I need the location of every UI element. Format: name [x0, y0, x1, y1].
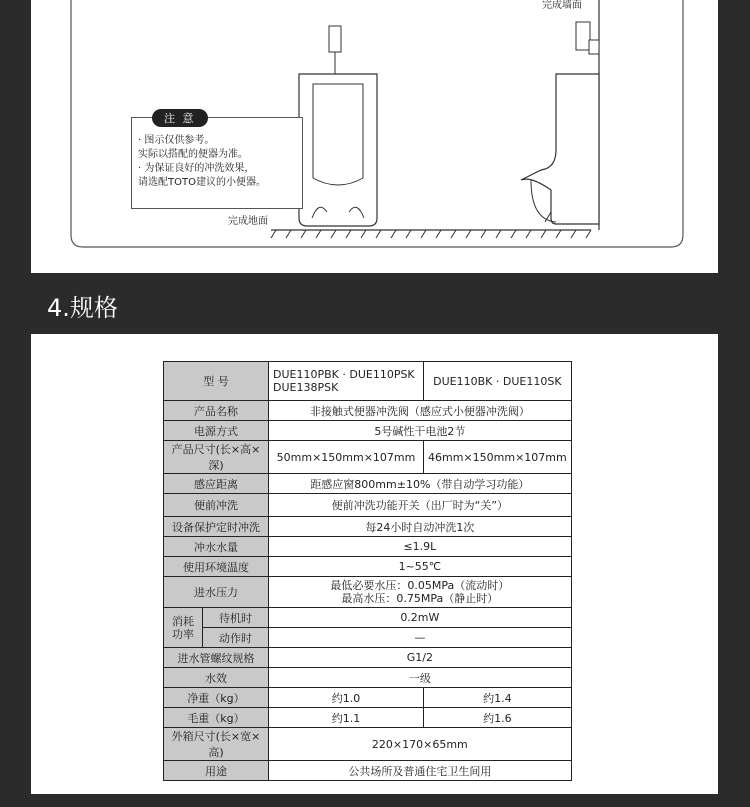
table-row: 电源方式 5号碱性干电池2节	[164, 421, 572, 441]
spec-panel	[31, 334, 718, 794]
table-row: 产品尺寸(长×高×深) 50mm×150mm×107mm 46mm×150mm×107mm	[164, 441, 572, 474]
table-row: 产品名称 非接触式便器冲洗阀（感应式小便器冲洗阀）	[164, 401, 572, 421]
header-model-label: 型 号	[164, 362, 269, 401]
section-title: 4.规格	[47, 294, 118, 322]
table-row: 进水管螺纹规格 G1/2	[164, 648, 572, 668]
power-group-label: 消耗 功率	[164, 608, 203, 648]
table-row: 外箱尺寸(长×宽×高) 220×170×65mm	[164, 728, 572, 761]
water-pressure-value: 最低必要水压：0.05MPa（流动时） 最高水压：0.75MPa（静止时）	[269, 577, 572, 608]
table-row: 净重（kg） 约1.0 约1.4	[164, 688, 572, 708]
table-row: 用途 公共场所及普通住宅卫生间用	[164, 761, 572, 781]
caution-title: 注 意	[152, 109, 208, 127]
installation-diagram-panel	[31, 0, 718, 273]
caution-text: · 图示仅供参考。 实际以搭配的便器为准。 · 为保证良好的冲洗效果， 请选配TOTO建议的小便器。	[138, 135, 266, 188]
model-b: DUE110BK · DUE110SK	[424, 362, 572, 401]
table-row: 消耗 功率 待机时 0.2mW	[164, 608, 572, 628]
table-row: 便前冲洗 便前冲洗功能开关（出厂时为“关”）	[164, 494, 572, 517]
table-row: 感应距离 距感应窗800mm±10%（带自动学习功能）	[164, 474, 572, 494]
table-row: 使用环境温度 1~55℃	[164, 557, 572, 577]
table-row: 设备保护定时冲洗 每24小时自动冲洗1次	[164, 517, 572, 537]
finished-floor-label: 完成地面	[228, 216, 268, 227]
model-a: DUE110PBK · DUE110PSK DUE138PSK	[269, 362, 424, 401]
caution-note	[131, 112, 303, 209]
table-row: 动作时 —	[164, 628, 572, 648]
spec-table	[163, 361, 572, 781]
table-row	[164, 362, 572, 401]
table-row: 冲水水量 ≤1.9L	[164, 537, 572, 557]
table-row: 水效 一级	[164, 668, 572, 688]
finished-wall-label: 完成墙面	[542, 0, 582, 11]
table-row: 进水压力 最低必要水压：0.05MPa（流动时） 最高水压：0.75MPa（静止时）	[164, 577, 572, 608]
table-row: 毛重（kg） 约1.1 约1.6	[164, 708, 572, 728]
